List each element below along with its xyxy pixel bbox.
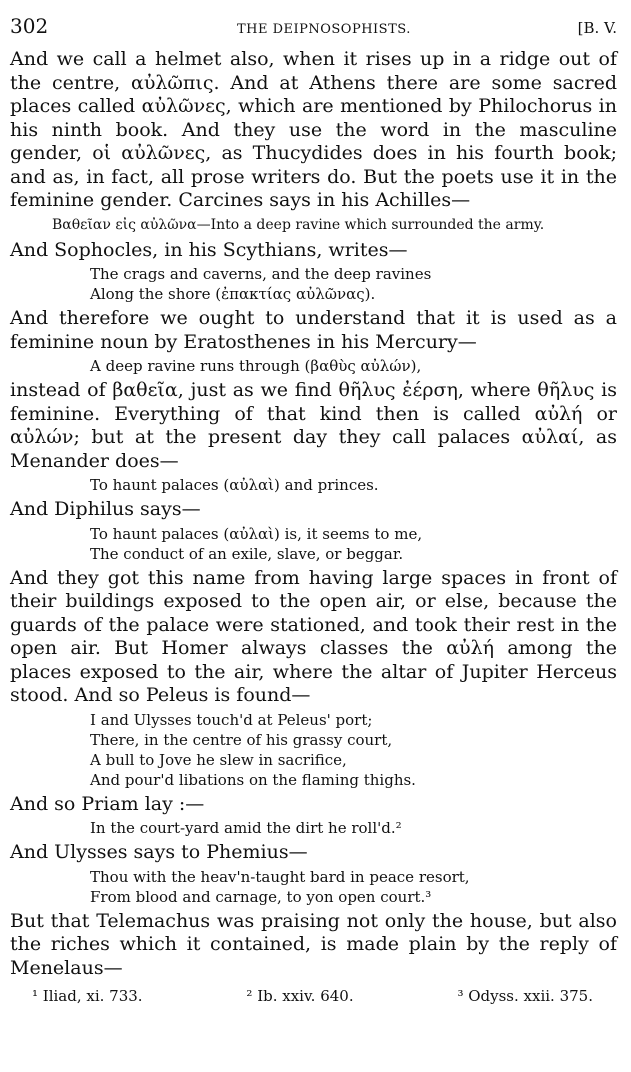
verse-line: A deep ravine runs through (βαθὺς αὐλών), [90, 357, 422, 375]
verse-line: In the court-yard amid the dirt he roll'd.² [90, 819, 402, 837]
verse-line: The conduct of an exile, slave, or beggar. [90, 544, 404, 563]
paragraph: And they got this name from having large spaces in front of their buildings exposed to the open air, or else, because the guards of the palace were stationed, and took their rest in the open air. But Homer always classes the αὐλή among the places exposed to the air, where the altar of Jupiter Herceus stood. And so Peleus is found— [10, 566, 617, 706]
footnote: ¹ Iliad, xi. 733. [32, 987, 143, 1005]
verse-line: To haunt palaces (αὐλαὶ) and princes. [90, 476, 379, 494]
verse-line: To haunt palaces (αὐλαὶ) is, it seems to me, [90, 524, 423, 543]
paragraph: And Diphilus says— [10, 498, 201, 520]
verse-line: Along the shore (ἐπακτίας αὐλῶνας). [90, 285, 376, 303]
paragraph: But that Telemachus was praising not only the house, but also the riches which it contained, is made plain by the reply of Menelaus— [10, 909, 617, 979]
paragraph: And Ulysses says to Phemius— [10, 841, 308, 863]
paragraph: instead of βαθεῖα, just as we find θῆλυς ἐέρση, where θῆλυς is feminine. Everything of that kind then is called αὐλή or αὐλών; but at the present day they call palaces αὐλαί, as Menander does— [10, 379, 617, 472]
verse-line: Thou with the heav'n-taught bard in peace resort, [90, 867, 470, 886]
page-header [10, 14, 617, 48]
verse-line: And pour'd libations on the flaming thighs. [90, 770, 416, 789]
paragraph: And so Priam lay :— [10, 792, 205, 815]
page-number: 302 [10, 14, 49, 38]
verse-quotation [90, 818, 617, 838]
verse-quotation [90, 867, 617, 907]
footnote: ² Ib. xxiv. 640. [246, 987, 354, 1005]
verse-quotation [90, 356, 617, 376]
running-title: THE DEIPNOSOPHISTS. [236, 22, 411, 37]
verse-line: A bull to Jove he slew in sacrifice, [90, 750, 347, 769]
book-reference: [B. V. [577, 19, 617, 37]
verse-quotation [90, 475, 617, 495]
verse-line: From blood and carnage, to yon open court.³ [90, 887, 432, 906]
verse-line: I and Ulysses touch'd at Peleus' port; [90, 710, 373, 729]
verse-quotation [90, 524, 617, 564]
verse-line: The crags and caverns, and the deep ravines [90, 265, 432, 283]
paragraph: And we call a helmet also, when it rises up in a ridge out of the centre, αὐλῶπις. And at Athens there are some sacred places called αὐλῶνες, which are mentioned by Philochorus in his ninth book. And they use the word in the masculine gender, οἱ αὐλῶνες, as Thucydides does in his fourth book; and as, in fact, all prose writers do. But the poets use it in the feminine gender. Carcines says in his Achilles— [10, 48, 617, 211]
footnotes [10, 980, 617, 1006]
paragraph: And Sophocles, in his Scythians, writes— [10, 238, 408, 261]
verse-quotation [90, 710, 617, 790]
verse-quotation [90, 264, 617, 304]
paragraph: And therefore we ought to understand that it is used as a feminine noun by Eratosthenes in his Mercury— [10, 307, 617, 353]
footnote: ³ Odyss. xxii. 375. [457, 987, 593, 1005]
quotation: Βαθεῖαν εἰς αὐλῶνα—Into a deep ravine which surrounded the army. [52, 216, 545, 233]
verse-line: There, in the centre of his grassy court, [90, 730, 393, 749]
